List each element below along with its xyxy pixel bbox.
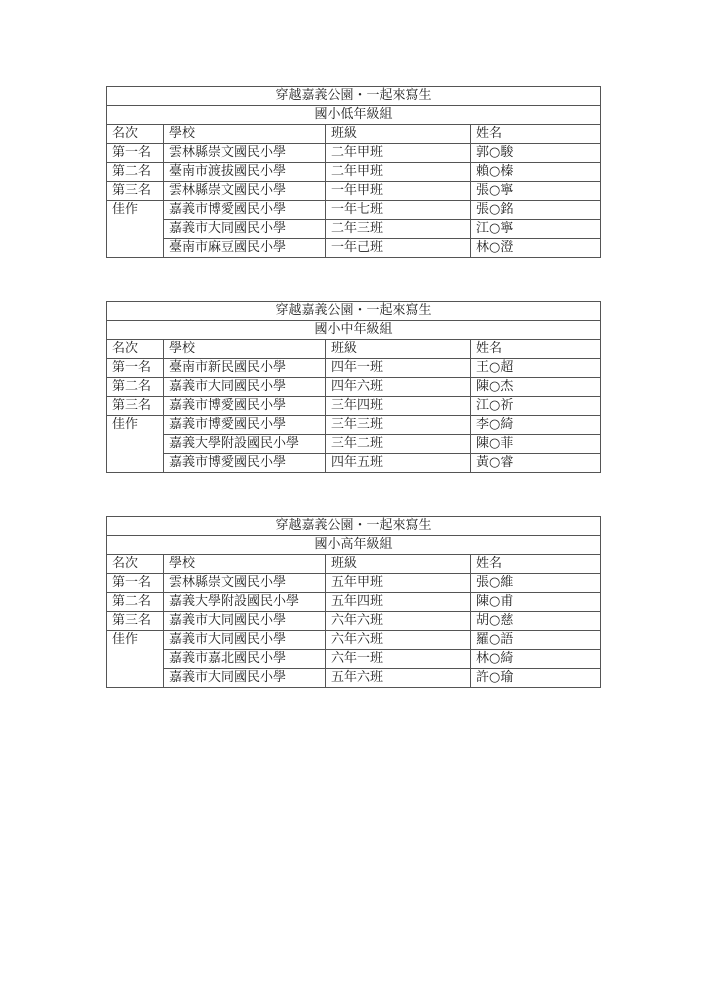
table-row (107, 359, 601, 378)
header-class: 班級 (326, 555, 471, 574)
school-cell: 臺南市渡拔國民小學 (164, 163, 326, 182)
class-cell: 四年一班 (326, 359, 471, 378)
name-cell: 陳○菲 (471, 435, 601, 454)
rank-cell: 第一名 (107, 574, 164, 593)
name-cell: 張○銘 (471, 201, 601, 220)
rank-cell: 第一名 (107, 144, 164, 163)
name-cell: 胡○慈 (471, 612, 601, 631)
class-cell: 五年四班 (326, 593, 471, 612)
table-title: 穿越嘉義公園・一起來寫生 (107, 87, 601, 106)
table-row (107, 163, 601, 182)
rank-cell: 第一名 (107, 359, 164, 378)
class-cell: 一年七班 (326, 201, 471, 220)
rank-cell: 第三名 (107, 182, 164, 201)
header-rank: 名次 (107, 125, 164, 144)
rank-cell: 第二名 (107, 593, 164, 612)
school-cell: 雲林縣崇文國民小學 (164, 574, 326, 593)
name-cell: 郭○駿 (471, 144, 601, 163)
name-cell: 許○瑜 (471, 669, 601, 688)
rank-cell: 佳作 (107, 416, 164, 473)
table-row (107, 378, 601, 397)
class-cell: 四年五班 (326, 454, 471, 473)
school-cell: 嘉義市博愛國民小學 (164, 397, 326, 416)
school-cell: 嘉義市大同國民小學 (164, 612, 326, 631)
table-row (107, 574, 601, 593)
class-cell: 五年甲班 (326, 574, 471, 593)
table-row (107, 239, 601, 258)
school-cell: 嘉義市博愛國民小學 (164, 201, 326, 220)
header-school: 學校 (164, 340, 326, 359)
rank-cell: 第二名 (107, 163, 164, 182)
school-cell: 雲林縣崇文國民小學 (164, 182, 326, 201)
school-cell: 嘉義市大同國民小學 (164, 378, 326, 397)
name-cell: 林○澄 (471, 239, 601, 258)
school-cell: 嘉義市博愛國民小學 (164, 416, 326, 435)
name-cell: 王○超 (471, 359, 601, 378)
class-cell: 五年六班 (326, 669, 471, 688)
header-class: 班級 (326, 340, 471, 359)
name-cell: 林○綺 (471, 650, 601, 669)
class-cell: 一年己班 (326, 239, 471, 258)
name-cell: 賴○榛 (471, 163, 601, 182)
table-row (107, 612, 601, 631)
table-row (107, 435, 601, 454)
header-row (107, 555, 601, 574)
class-cell: 六年一班 (326, 650, 471, 669)
table-row (107, 669, 601, 688)
school-cell: 嘉義市嘉北國民小學 (164, 650, 326, 669)
header-name: 姓名 (471, 555, 601, 574)
header-rank: 名次 (107, 340, 164, 359)
table-row (107, 144, 601, 163)
group-title: 國小低年級組 (107, 106, 601, 125)
name-cell: 黃○睿 (471, 454, 601, 473)
header-school: 學校 (164, 555, 326, 574)
rank-cell: 第三名 (107, 612, 164, 631)
name-cell: 江○祈 (471, 397, 601, 416)
results-table-upper-grades (106, 516, 601, 688)
school-cell: 嘉義大學附設國民小學 (164, 593, 326, 612)
class-cell: 二年甲班 (326, 144, 471, 163)
header-row (107, 125, 601, 144)
class-cell: 三年四班 (326, 397, 471, 416)
table-row (107, 454, 601, 473)
rank-cell: 第三名 (107, 397, 164, 416)
class-cell: 三年三班 (326, 416, 471, 435)
group-title: 國小高年級組 (107, 536, 601, 555)
table-row (107, 631, 601, 650)
school-cell: 嘉義大學附設國民小學 (164, 435, 326, 454)
class-cell: 二年三班 (326, 220, 471, 239)
table-row (107, 416, 601, 435)
header-school: 學校 (164, 125, 326, 144)
header-name: 姓名 (471, 125, 601, 144)
header-class: 班級 (326, 125, 471, 144)
rank-cell: 佳作 (107, 201, 164, 258)
class-cell: 四年六班 (326, 378, 471, 397)
class-cell: 六年六班 (326, 631, 471, 650)
header-row (107, 340, 601, 359)
school-cell: 嘉義市大同國民小學 (164, 220, 326, 239)
class-cell: 一年甲班 (326, 182, 471, 201)
table-row (107, 397, 601, 416)
table-row (107, 593, 601, 612)
school-cell: 雲林縣崇文國民小學 (164, 144, 326, 163)
school-cell: 嘉義市博愛國民小學 (164, 454, 326, 473)
header-rank: 名次 (107, 555, 164, 574)
table-row (107, 201, 601, 220)
table-row (107, 220, 601, 239)
table-row (107, 182, 601, 201)
name-cell: 陳○杰 (471, 378, 601, 397)
school-cell: 嘉義市大同國民小學 (164, 631, 326, 650)
name-cell: 張○維 (471, 574, 601, 593)
school-cell: 臺南市新民國民小學 (164, 359, 326, 378)
name-cell: 張○寧 (471, 182, 601, 201)
rank-cell: 第二名 (107, 378, 164, 397)
table-title: 穿越嘉義公園・一起來寫生 (107, 517, 601, 536)
class-cell: 三年二班 (326, 435, 471, 454)
name-cell: 羅○語 (471, 631, 601, 650)
name-cell: 陳○甫 (471, 593, 601, 612)
name-cell: 江○寧 (471, 220, 601, 239)
table-title: 穿越嘉義公園・一起來寫生 (107, 302, 601, 321)
class-cell: 二年甲班 (326, 163, 471, 182)
results-table-middle-grades (106, 301, 601, 473)
header-name: 姓名 (471, 340, 601, 359)
table-row (107, 650, 601, 669)
school-cell: 嘉義市大同國民小學 (164, 669, 326, 688)
school-cell: 臺南市麻豆國民小學 (164, 239, 326, 258)
results-table-lower-grades (106, 86, 601, 258)
rank-cell: 佳作 (107, 631, 164, 688)
class-cell: 六年六班 (326, 612, 471, 631)
name-cell: 李○綺 (471, 416, 601, 435)
group-title: 國小中年級組 (107, 321, 601, 340)
